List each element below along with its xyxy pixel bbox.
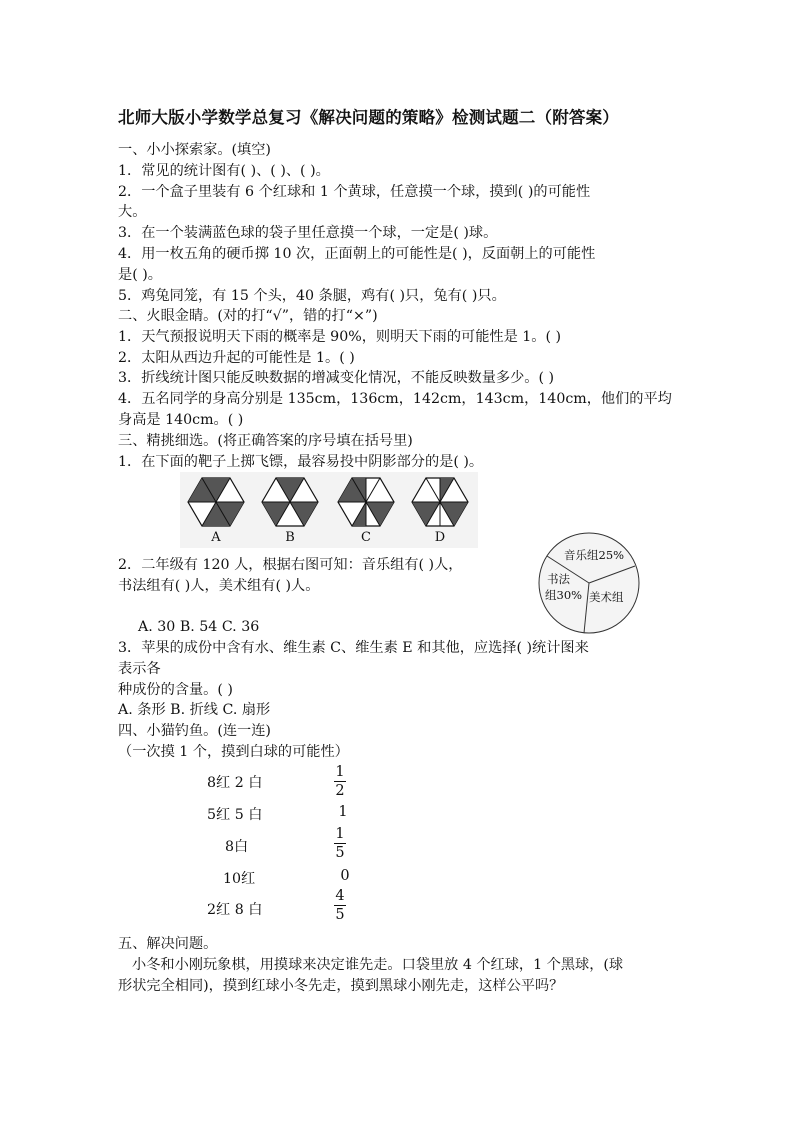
whole-number: 1 — [338, 804, 348, 820]
part2-q1: 1．天气预报说明天下雨的概率是 90%，则明天下雨的可能性是 1。( ) — [118, 329, 562, 345]
fraction-numerator: 1 — [335, 764, 345, 780]
left-item-2: 5红 5 白 — [207, 807, 263, 823]
left-item-5: 2红 8 白 — [207, 902, 263, 918]
hexagon-target-a-icon — [186, 476, 246, 528]
part3-q2-line1: 2．二年级有 120 人，根据右图可知：音乐组有( )人， — [118, 557, 463, 573]
pie-label-art: 美术组 — [589, 590, 624, 604]
fraction-denominator: 5 — [335, 907, 345, 923]
fraction-numerator: 4 — [335, 888, 345, 904]
fraction-bar — [334, 843, 346, 844]
target-a-label: A — [211, 530, 221, 545]
part1-q2-line2: 大。 — [118, 204, 147, 220]
right-fraction-1 — [330, 764, 350, 799]
target-b — [260, 476, 320, 548]
hexagon-target-b-icon — [260, 476, 320, 528]
right-fraction-3 — [330, 888, 350, 923]
left-item-3: 8白 — [225, 839, 249, 855]
right-whole-2 — [335, 868, 355, 884]
part3-q3-line1: 3．苹果的成份中含有水、维生素 C、维生素 E 和其他，应选择( )统计图来 — [118, 640, 589, 656]
part3-q2-options: A. 30 B. 54 C. 36 — [138, 619, 260, 635]
part3-q3-options: A. 条形 B. 折线 C. 扇形 — [118, 702, 271, 718]
target-b-label: B — [285, 530, 295, 545]
right-fraction-2 — [330, 826, 350, 861]
target-d-label: D — [434, 530, 446, 545]
fraction-denominator: 2 — [335, 783, 345, 799]
page-title: 北师大版小学数学总复习《解决问题的策略》检测试题二（附答案） — [118, 108, 619, 127]
part1-q2-line1: 2．一个盒子里装有 6 个红球和 1 个黄球，任意摸一个球，摸到( )的可能性 — [118, 184, 591, 200]
target-c-label: C — [361, 530, 371, 545]
fraction-bar — [334, 905, 346, 906]
fraction-bar — [334, 781, 346, 782]
whole-number: 0 — [340, 868, 350, 884]
target-d — [410, 476, 470, 548]
part2-q4-line2: 身高是 140cm。( ) — [118, 412, 244, 428]
target-c — [336, 476, 396, 548]
left-item-1: 8红 2 白 — [207, 775, 263, 791]
part2-q4-line1: 4．五名同学的身高分别是 135cm，136cm，142cm，143cm，140cm，他们的平均 — [118, 391, 672, 407]
part1-q1: 1．常见的统计图有( )、( )、( )。 — [118, 163, 330, 179]
part3-q2-line2: 书法组有( )人，美术组有( )人。 — [118, 578, 320, 594]
section-5-heading: 五、解决问题。 — [118, 936, 218, 952]
part1-q3: 3．在一个装满蓝色球的袋子里任意摸一个球，一定是( )球。 — [118, 225, 498, 241]
fraction-numerator: 1 — [335, 826, 345, 842]
part3-q3-line3: 种成份的含量。( ) — [118, 682, 233, 698]
part1-q5: 5．鸡兔同笼，有 15 个头，40 条腿，鸡有( )只，兔有( )只。 — [118, 288, 506, 304]
part1-q4-line1: 4．用一枚五角的硬币掷 10 次，正面朝上的可能性是( )，反面朝上的可能性 — [118, 246, 596, 262]
part3-q1: 1．在下面的靶子上掷飞镖，最容易投中阴影部分的是( )。 — [118, 454, 484, 470]
target-a — [186, 476, 246, 548]
part1-q4-line2: 是( )。 — [118, 267, 162, 283]
group-pie-chart — [537, 531, 641, 635]
hexagon-target-c-icon — [336, 476, 396, 528]
right-whole-1 — [333, 804, 353, 820]
fraction-denominator: 5 — [335, 845, 345, 861]
pie-label-music: 音乐组25% — [564, 548, 625, 562]
section-4-heading: 四、小猫钓鱼。(连一连) — [118, 723, 271, 739]
section-3-heading: 三、精挑细选。(将正确答案的序号填在括号里) — [118, 433, 413, 449]
section-2-heading: 二、火眼金睛。(对的打“√”，错的打“×”) — [118, 308, 378, 324]
left-item-4: 10红 — [223, 871, 256, 887]
part4-intro: （一次摸 1 个，摸到白球的可能性） — [118, 744, 349, 760]
part5-q1-line1: 小冬和小刚玩象棋，用摸球来决定谁先走。口袋里放 4 个红球，1 个黑球，(球 — [132, 957, 624, 973]
pie-label-calligraphy-1: 书法 — [547, 572, 570, 586]
part3-q3-line2: 表示各 — [118, 661, 161, 677]
part2-q3: 3．折线统计图只能反映数据的增减变化情况，不能反映数量多少。( ) — [118, 370, 555, 386]
part2-q2: 2．太阳从西边升起的可能性是 1。( ) — [118, 350, 355, 366]
pie-label-calligraphy-2: 组30% — [545, 588, 583, 602]
part5-q1-line2: 形状完全相同)，摸到红球小冬先走，摸到黑球小刚先走，这样公平吗？ — [118, 978, 564, 994]
dartboard-figure — [180, 472, 480, 548]
section-1-heading: 一、小小探索家。(填空) — [118, 142, 271, 158]
hexagon-target-d-icon — [410, 476, 470, 528]
